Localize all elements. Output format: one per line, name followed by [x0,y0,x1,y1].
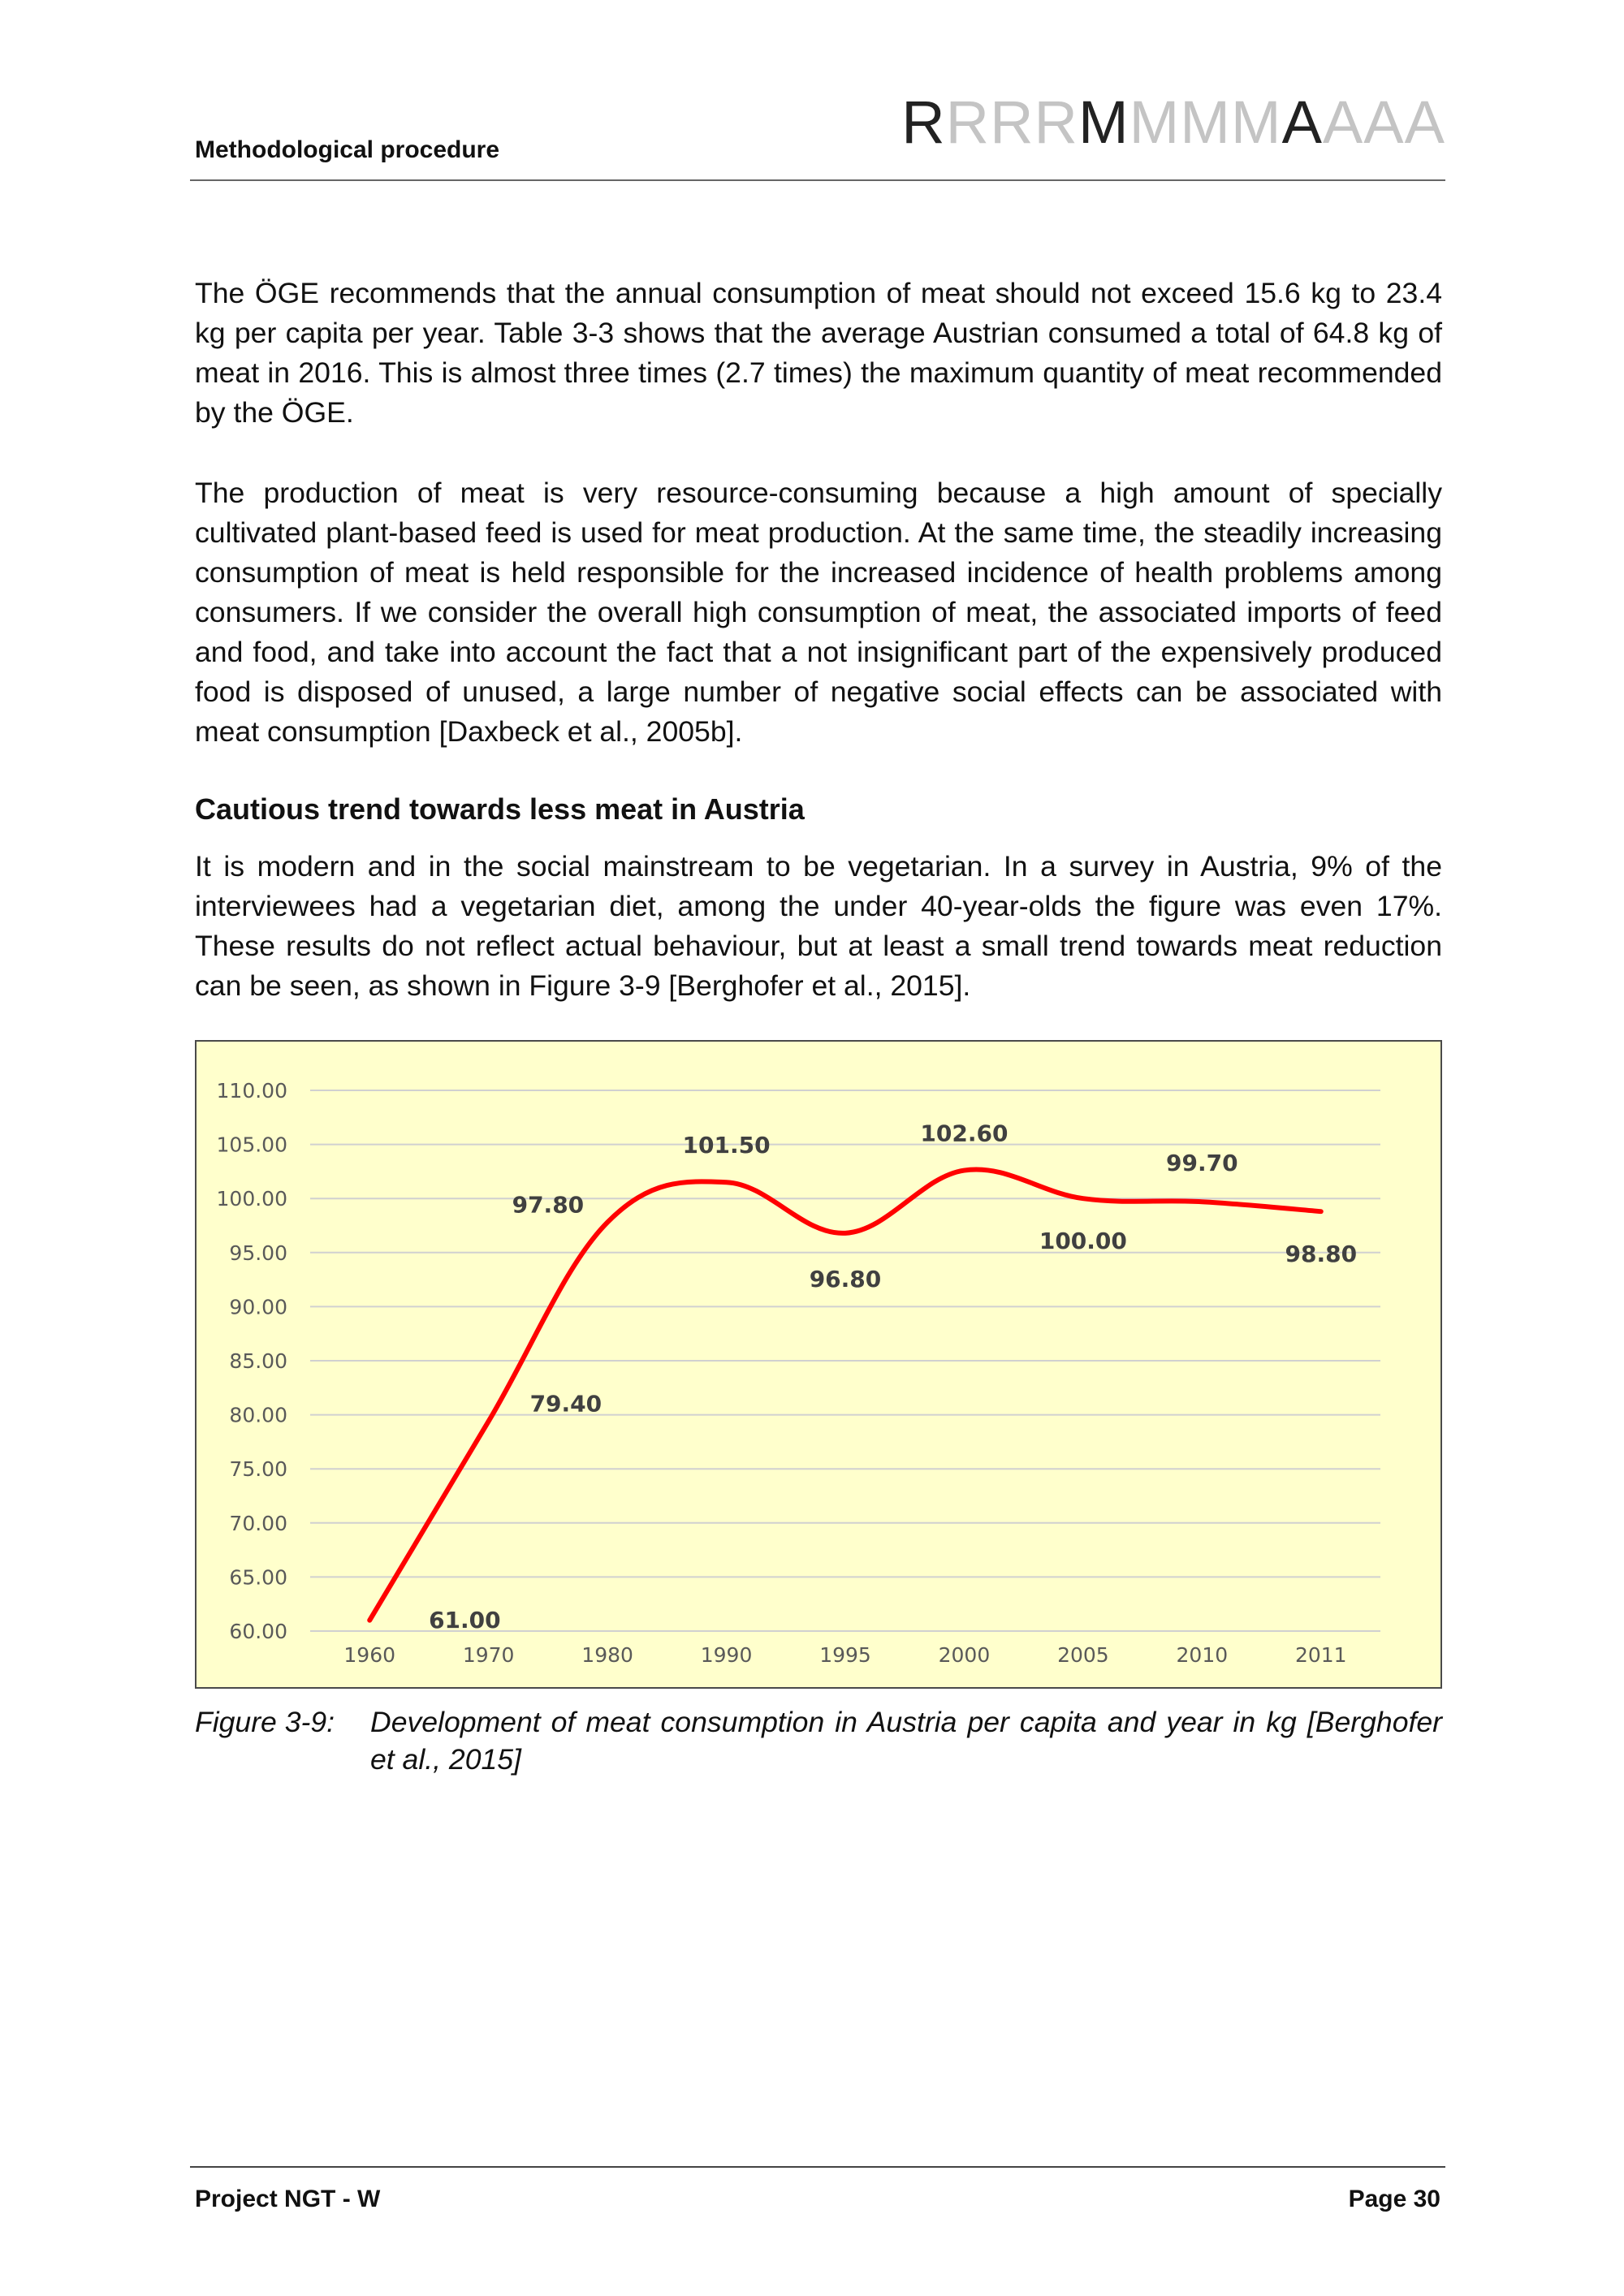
x-tick-label: 1995 [819,1643,871,1667]
series-line [369,1169,1321,1620]
y-tick-label: 95.00 [229,1241,287,1265]
y-tick-label: 110.00 [216,1079,287,1103]
x-tick-label: 2005 [1057,1643,1109,1667]
y-tick-label: 85.00 [229,1349,287,1373]
meat-consumption-chart [195,1040,1442,1689]
chart-svg [197,1042,1440,1687]
header-divider [190,179,1445,181]
data-label: 100.00 [1039,1228,1127,1255]
x-tick-label: 2011 [1294,1643,1347,1667]
y-tick-label: 100.00 [216,1187,287,1211]
x-tick-label: 1970 [462,1643,515,1667]
x-tick-label: 1960 [343,1643,396,1667]
data-label: 96.80 [809,1265,882,1293]
section-subheading: Cautious trend towards less meat in Austria [195,792,805,826]
data-label: 61.00 [429,1607,501,1634]
paragraph-meat-production: The production of meat is very resource-consuming because a high amount of specially cultivated plant-based feed is used for meat production. At the same time, the steadily increasing consumption of meat is held responsible for the increased incidence of health problems among consumers. If we consider the overall high consumption of meat, the associated imports of feed and food, and take into account the fact that a not insignificant part of the expensively produced food is disposed of unused, a large number of negative social effects can be associated with meat consumption [Daxbeck et al., 2005b]. [195,477,1442,748]
data-label: 99.70 [1166,1150,1238,1177]
figure-caption-text: Development of meat consumption in Austria per capita and year in kg [Berghofer et al., 2015] [370,1706,1442,1776]
page-header [195,89,1445,180]
y-tick-label: 65.00 [229,1565,287,1590]
y-tick-label: 75.00 [229,1457,287,1482]
footer-divider [190,2166,1445,2168]
paragraph-oge-recommendation: The ÖGE recommends that the annual consumption of meat should not exceed 15.6 kg to 23.4 kg per capita per year. Table 3-3 shows that the average Austrian consumed a total of 64.8 kg of meat in 2016. This is almost three times (2.7 times) the maximum quantity of meat recommended by the ÖGE. [195,277,1442,429]
data-label: 102.60 [920,1120,1009,1147]
x-tick-label: 1990 [700,1643,753,1667]
data-label: 98.80 [1285,1241,1358,1268]
figure-caption-label: Figure 3-9: [195,1706,335,1738]
y-tick-label: 70.00 [229,1511,287,1535]
y-tick-label: 90.00 [229,1295,287,1319]
section-title: Methodological procedure [195,136,500,163]
y-tick-label: 60.00 [229,1620,287,1643]
data-label: 79.40 [529,1390,603,1418]
footer-page-number: Page 30 [1348,2186,1440,2212]
footer-project-name: Project NGT - W [195,2186,381,2212]
data-label: 97.80 [512,1191,585,1219]
company-logo: RRRRMMMMAAAA [901,88,1445,156]
x-tick-label: 2000 [938,1643,991,1667]
x-tick-label: 1980 [581,1643,633,1667]
x-tick-label: 2010 [1176,1643,1229,1667]
y-tick-label: 105.00 [216,1133,287,1157]
y-tick-label: 80.00 [229,1403,287,1427]
data-label: 101.50 [682,1132,771,1159]
paragraph-vegetarian-trend: It is modern and in the social mainstream to be vegetarian. In a survey in Austria, 9% of the interviewees had a vegetarian diet, among the under 40-year-olds the figure was even 17%. These results do not reflect actual behaviour, but at least a small trend towards meat reduction can be seen, as shown in Figure 3-9 [Berghofer et al., 2015]. [195,850,1442,1002]
